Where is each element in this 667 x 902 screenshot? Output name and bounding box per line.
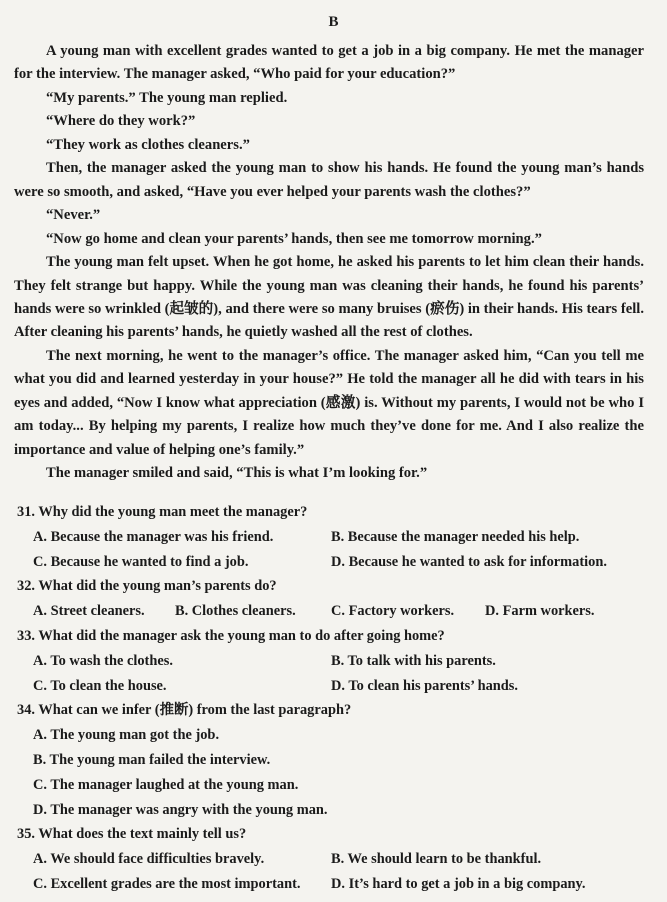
passage-paragraph: A young man with excellent grades wanted to get a job in a big company. He met the manager for the interview. The manager asked, “Who paid for your education?” — [14, 43, 644, 83]
passage-paragraph: “Where do they work?” — [46, 113, 196, 130]
q31-option-a: A. Because the manager was his friend. — [33, 528, 274, 545]
question-32-stem: 32. What did the young man’s parents do? — [17, 578, 277, 595]
question-31-stem: 31. Why did the young man meet the manager? — [17, 504, 308, 520]
question-33-options-row — [17, 674, 647, 699]
passage-paragraph: The young man felt upset. When he got home, he asked his parents to let him clean their hands. They felt strange but happy. While the young man was cleaning their hands, he found his parents’ hands were so wrinkled (起皱的), and there were so many bruises (瘀伤) in their hands. His tears fell. After cleaning his parents’ hands, he quietly washed all the rest of clothes. — [14, 254, 644, 341]
passage-paragraph: The manager smiled and said, “This is what I’m looking for.” — [46, 465, 428, 482]
question-35-options-row — [17, 872, 647, 897]
question-34-stem: 34. What can we infer (推断) from the last paragraph? — [17, 702, 352, 719]
question-32-options-row — [17, 599, 647, 624]
q35-option-a: A. We should face difficulties bravely. — [33, 851, 265, 868]
question-35-stem: 35. What does the text mainly tell us? — [17, 826, 247, 843]
q31-option-c: C. Because he wanted to find a job. — [33, 553, 249, 570]
passage-paragraph: Then, the manager asked the young man to show his hands. He found the young man’s hands were so smooth, and asked, “Have you ever helped your parents wash the clothes?” — [14, 160, 644, 200]
q33-option-a: A. To wash the clothes. — [33, 652, 173, 669]
q32-option-a: A. Street cleaners. — [33, 603, 145, 620]
passage-paragraph: “Never.” — [46, 207, 101, 224]
q31-option-d: D. Because he wanted to ask for information. — [331, 553, 607, 570]
q32-option-c: C. Factory workers. — [331, 603, 455, 620]
passage-paragraph: The next morning, he went to the manager’s office. The manager asked him, “Can you tell me what you did and learned yesterday in your house?” He told the manager all he did with tears in his eyes and added, “Now I know what appreciation (感激) is. Without my parents, I would not be who I am today... By helping my parents, I realize how much they’ve done for me. And I also realize the importance and value of helping one’s family.” — [14, 347, 644, 458]
q34-option-a: A. The young man got the job. — [33, 727, 220, 744]
q35-option-b: B. We should learn to be thankful. — [331, 851, 542, 868]
q33-option-c: C. To clean the house. — [33, 677, 167, 694]
q34-option-c: C. The manager laughed at the young man. — [33, 776, 299, 793]
question-31-options-row — [17, 550, 647, 575]
q33-option-b: B. To talk with his parents. — [331, 652, 496, 669]
question-list — [17, 500, 647, 897]
question-33-stem: 33. What did the manager ask the young man to do after going home? — [17, 627, 445, 644]
reading-passage — [14, 40, 644, 486]
q31-option-b: B. Because the manager needed his help. — [331, 528, 580, 545]
q32-option-d: D. Farm workers. — [485, 603, 595, 620]
passage-paragraph: “They work as clothes cleaners.” — [46, 136, 250, 153]
passage-paragraph: “Now go home and clean your parents’ hands, then see me tomorrow morning.” — [46, 230, 542, 247]
q32-option-b: B. Clothes cleaners. — [175, 603, 296, 620]
question-35-options-row — [17, 847, 647, 872]
q34-option-b: B. The young man failed the interview. — [33, 751, 271, 768]
question-33-options-row — [17, 649, 647, 674]
passage-paragraph: “My parents.” The young man replied. — [46, 89, 288, 106]
question-31-options-row — [17, 525, 647, 550]
q34-option-d: D. The manager was angry with the young man. — [33, 801, 328, 818]
q35-option-c: C. Excellent grades are the most important. — [33, 875, 301, 892]
q35-option-d: D. It’s hard to get a job in a big company. — [331, 875, 586, 892]
section-title: B — [328, 14, 339, 30]
q33-option-d: D. To clean his parents’ hands. — [331, 677, 518, 694]
